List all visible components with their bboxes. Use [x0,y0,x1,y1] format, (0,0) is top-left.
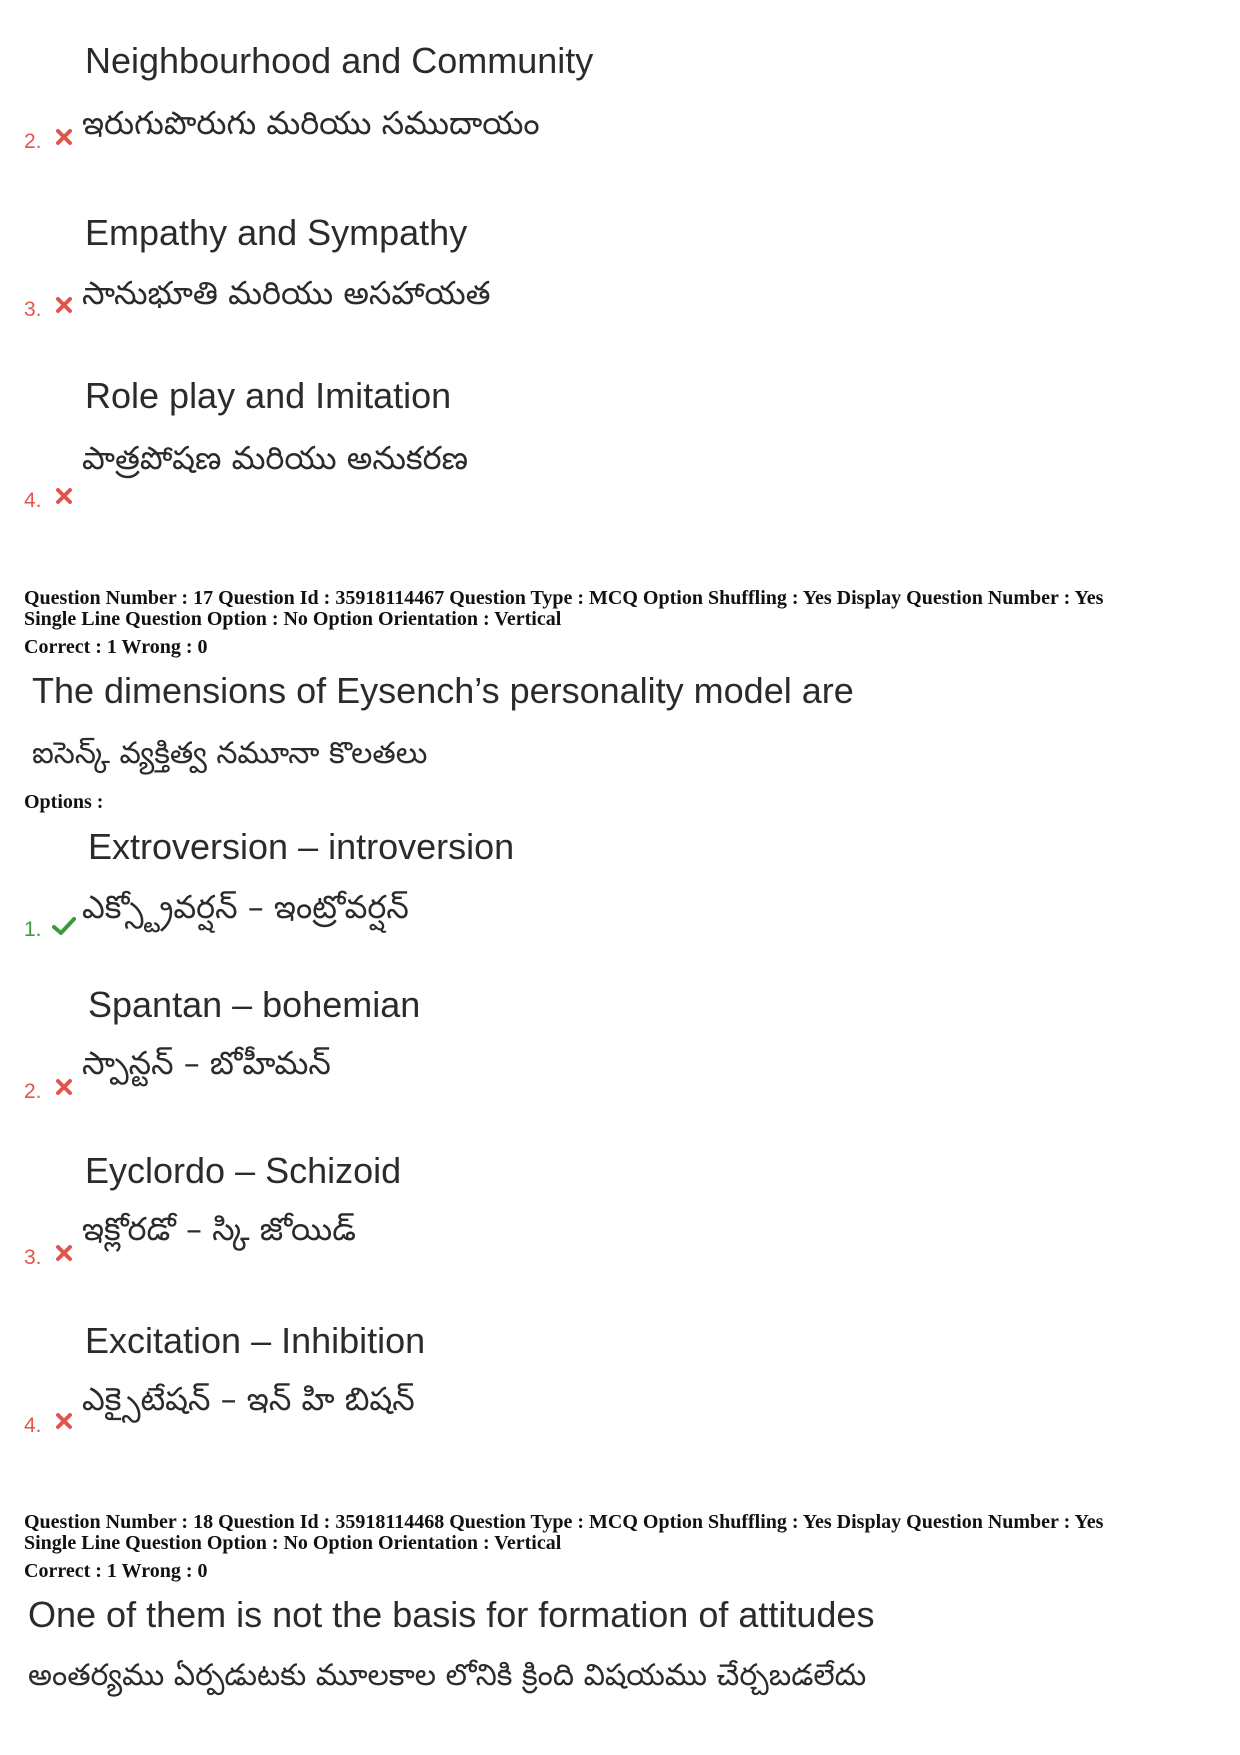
option-number: 4. [24,489,42,512]
option-text-en: Neighbourhood and Community [85,40,594,81]
wrong-cross-icon [55,128,73,146]
question-text-te: ఐసెన్క్ వ్యక్తిత్వ నమూనా కొలతలు [32,736,428,771]
option-text-te: ఎక్సైటేషన్ – ఇన్ హి బిషన్ [82,1380,415,1418]
score-line: Correct : 1 Wrong : 0 [24,1560,208,1582]
wrong-cross-icon [55,1244,73,1262]
option-text-te: సానుభూతి మరియు అసహాయత [82,274,491,312]
option-text-te: స్పాన్టన్ – బోహీమన్ [82,1044,331,1082]
option-text-en: Eyclordo – Schizoid [85,1150,402,1191]
option-text-te: ఇరుగుపొరుగు మరియు సముదాయం [82,104,540,142]
option-number: 2. [24,130,42,153]
question-meta-line-1: Question Number : 17 Question Id : 35918114467 Question Type : MCQ Option Shuffling : Yes Display Question Number : Yes [24,587,1104,609]
option-number: 3. [24,298,42,321]
question-meta-line-2: Single Line Question Option : No Option Orientation : Vertical [24,1532,562,1554]
wrong-cross-icon [55,1078,73,1096]
option-text-en: Empathy and Sympathy [85,212,468,253]
option-text-te: ఎక్స్ట్రోవర్షన్ – ఇంట్రోవర్షన్ [82,888,409,926]
question-text-en: The dimensions of Eysench’s personality model are [32,670,854,711]
wrong-cross-icon [55,1412,73,1430]
option-text-en: Role play and Imitation [85,375,452,416]
option-text-en: Excitation – Inhibition [85,1320,426,1361]
question-text-en: One of them is not the basis for formation of attitudes [28,1594,875,1635]
correct-check-icon [52,916,76,936]
option-text-te: పాత్రపోషణ మరియు అనుకరణ [82,439,469,477]
score-line: Correct : 1 Wrong : 0 [24,636,208,658]
option-number: 1. [24,918,42,941]
option-text-te: ఇక్లోరడో – స్కి జోయిడ్ [82,1210,356,1248]
wrong-cross-icon [55,487,73,505]
options-label: Options : [24,791,104,813]
option-number: 4. [24,1414,42,1437]
option-text-en: Spantan – bohemian [88,984,421,1025]
option-number: 2. [24,1080,42,1103]
wrong-cross-icon [55,296,73,314]
question-meta-line-1: Question Number : 18 Question Id : 35918114468 Question Type : MCQ Option Shuffling : Yes Display Question Number : Yes [24,1511,1104,1533]
question-text-te: అంతర్యము ఏర్పడుటకు మూలకాల లోనికి క్రింది విషయము చేర్చబడలేదు [28,1658,867,1693]
option-text-en: Extroversion – introversion [88,826,515,867]
option-number: 3. [24,1246,42,1269]
question-meta-line-2: Single Line Question Option : No Option Orientation : Vertical [24,608,562,630]
